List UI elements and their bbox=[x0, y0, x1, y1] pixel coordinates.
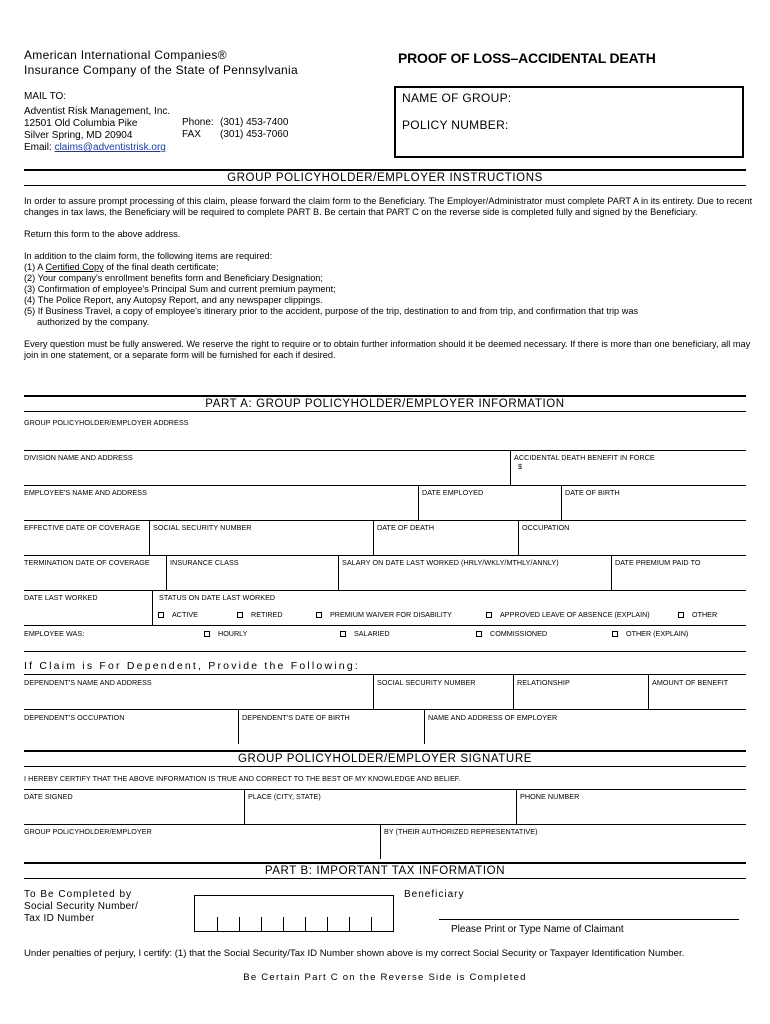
insurance-class-field[interactable]: INSURANCE CLASS bbox=[170, 558, 239, 567]
perjury-statement: Under penalties of perjury, I certify: (1) that the Social Security/Tax ID Number shown above is my correct Social Security or Taxpayer Identification Number. bbox=[24, 948, 685, 959]
instructions-heading: GROUP POLICYHOLDER/EMPLOYER INSTRUCTIONS bbox=[24, 169, 746, 186]
amount-of-benefit-field[interactable]: AMOUNT OF BENEFIT bbox=[652, 678, 729, 687]
certify-text: I HEREBY CERTIFY THAT THE ABOVE INFORMATION IS TRUE AND CORRECT TO THE BEST OF MY KNOWLEDGE AND BELIEF. bbox=[24, 774, 461, 783]
item-3: (3) Confirmation of employee's Principal Sum and current premium payment; bbox=[24, 284, 336, 294]
fax-label: FAX bbox=[182, 129, 201, 140]
effective-date-field[interactable]: EFFECTIVE DATE OF COVERAGE bbox=[24, 523, 141, 532]
date-last-worked-field[interactable]: DATE LAST WORKED bbox=[24, 593, 98, 602]
fax-number: (301) 453-7060 bbox=[220, 129, 289, 140]
company-info bbox=[24, 48, 298, 78]
item-5a: (5) If Business Travel, a copy of employee's itinerary prior to the accident, purpose of the trip, destination to and from trip, and confirmation that trip was bbox=[24, 306, 639, 316]
email-line bbox=[24, 142, 170, 154]
form-title: PROOF OF LOSS–ACCIDENTAL DEATH bbox=[398, 50, 656, 66]
status-premium-waiver-checkbox[interactable]: PREMIUM WAIVER FOR DISABILITY bbox=[316, 610, 452, 619]
item-1: (1) A Certified Copy of the final death certificate; bbox=[24, 262, 219, 272]
instructions-text bbox=[24, 196, 754, 361]
email-label: Email: bbox=[24, 142, 55, 153]
mail-to-block bbox=[24, 91, 170, 154]
policy-number-label: POLICY NUMBER: bbox=[402, 118, 509, 132]
print-name-label: Please Print or Type Name of Claimant bbox=[451, 924, 624, 935]
email-link[interactable]: claims@adventistrisk.org bbox=[54, 142, 166, 153]
part-a-heading: PART A: GROUP POLICYHOLDER/EMPLOYER INFORMATION bbox=[24, 395, 746, 412]
company-name: American International Companies® bbox=[24, 48, 227, 62]
group-policy-box[interactable] bbox=[394, 86, 744, 158]
to-be-completed-by: To Be Completed by bbox=[24, 889, 133, 900]
mail-to-name: Adventist Risk Management, Inc. bbox=[24, 106, 171, 117]
mail-to-city: Silver Spring, MD 20904 bbox=[24, 130, 133, 141]
dependent-name-field[interactable]: DEPENDENT'S NAME AND ADDRESS bbox=[24, 678, 152, 687]
ssn-field[interactable]: SOCIAL SECURITY NUMBER bbox=[153, 523, 252, 532]
instructions-p2: Return this form to the above address. bbox=[24, 229, 181, 239]
certified-copy-text: Certified Copy bbox=[45, 262, 104, 272]
termination-date-field[interactable]: TERMINATION DATE OF COVERAGE bbox=[24, 558, 150, 567]
item-5b: authorized by the company. bbox=[37, 317, 150, 327]
division-field[interactable]: DIVISION NAME AND ADDRESS bbox=[24, 453, 133, 462]
tax-id-number-label: Tax ID Number bbox=[24, 913, 95, 924]
to-be-completed-block bbox=[24, 889, 138, 925]
status-label: STATUS ON DATE LAST WORKED bbox=[159, 593, 276, 602]
beneficiary-label: Beneficiary bbox=[404, 889, 465, 900]
part-b-heading: PART B: IMPORTANT TAX INFORMATION bbox=[24, 862, 746, 879]
salary-field[interactable]: SALARY ON DATE LAST WORKED (HRLY/WKLY/MTHLY/ANNLY) bbox=[342, 558, 559, 567]
employee-name-field[interactable]: EMPLOYEE'S NAME AND ADDRESS bbox=[24, 488, 147, 497]
dependent-dob-field[interactable]: DEPENDENT'S DATE OF BIRTH bbox=[242, 713, 350, 722]
salaried-checkbox[interactable]: SALARIED bbox=[340, 629, 390, 638]
company-subtitle: Insurance Company of the State of Pennsylvania bbox=[24, 63, 298, 77]
status-retired-checkbox[interactable]: RETIRED bbox=[237, 610, 283, 619]
occupation-field[interactable]: OCCUPATION bbox=[522, 523, 570, 532]
status-leave-checkbox[interactable]: APPROVED LEAVE OF ABSENCE (EXPLAIN) bbox=[486, 610, 650, 619]
dependent-employer-field[interactable]: NAME AND ADDRESS OF EMPLOYER bbox=[428, 713, 558, 722]
signature-heading: GROUP POLICYHOLDER/EMPLOYER SIGNATURE bbox=[24, 750, 746, 767]
instructions-p3: In addition to the claim form, the following items are required: bbox=[24, 251, 273, 261]
date-signed-field[interactable]: DATE SIGNED bbox=[24, 792, 73, 801]
phone-block bbox=[182, 117, 288, 141]
date-of-birth-field[interactable]: DATE OF BIRTH bbox=[565, 488, 620, 497]
group-policyholder-field[interactable]: GROUP POLICYHOLDER/EMPLOYER bbox=[24, 827, 152, 836]
claimant-name-line[interactable] bbox=[439, 919, 739, 920]
dependent-occupation-field[interactable]: DEPENDENT'S OCCUPATION bbox=[24, 713, 125, 722]
phone-label: Phone: bbox=[182, 117, 214, 128]
authorized-rep-field[interactable]: BY (THEIR AUTHORIZED REPRESENTATIVE) bbox=[384, 827, 538, 836]
place-field[interactable]: PLACE (CITY, STATE) bbox=[248, 792, 321, 801]
benefit-in-force-field[interactable]: ACCIDENTAL DEATH BENEFIT IN FORCE bbox=[514, 453, 655, 462]
mail-to-street: 12501 Old Columbia Pike bbox=[24, 118, 138, 129]
instructions-p1: In order to assure prompt processing of this claim, please forward the claim form to the Beneficiary. The Employer/Administrator must complete PART A in its entirety. Due to recent changes in tax laws, the Beneficiary will be required to complete PART B. Be certain that PART C on the reverse side is completed fully and signed by the Beneficiary. bbox=[24, 196, 753, 217]
dependent-ssn-field[interactable]: SOCIAL SECURITY NUMBER bbox=[377, 678, 476, 687]
item-4: (4) The Police Report, any Autopsy Report, and any newspaper clippings. bbox=[24, 295, 323, 305]
group-address-field[interactable]: GROUP POLICYHOLDER/EMPLOYER ADDRESS bbox=[24, 418, 189, 427]
date-of-death-field[interactable]: DATE OF DEATH bbox=[377, 523, 435, 532]
name-of-group-label: NAME OF GROUP: bbox=[402, 91, 512, 105]
instructions-p4: Every question must be fully answered. We reserve the right to require or to obtain further information should it be deemed necessary. If there is more than one beneficiary, all may join in one statement, or a separate form will be furnished for each if desired. bbox=[24, 339, 751, 360]
mail-to-label: MAIL TO: bbox=[24, 91, 67, 102]
ssn-tax-id-label: Social Security Number/ bbox=[24, 901, 139, 912]
hourly-checkbox[interactable]: HOURLY bbox=[204, 629, 247, 638]
premium-paid-field[interactable]: DATE PREMIUM PAID TO bbox=[615, 558, 701, 567]
status-other-checkbox[interactable]: OTHER bbox=[678, 610, 717, 619]
employee-was-label: EMPLOYEE WAS: bbox=[24, 629, 85, 638]
phone-number: (301) 453-7400 bbox=[220, 117, 289, 128]
relationship-field[interactable]: RELATIONSHIP bbox=[517, 678, 570, 687]
other-explain-checkbox[interactable]: OTHER (EXPLAIN) bbox=[612, 629, 688, 638]
reverse-side-note: Be Certain Part C on the Reverse Side is Completed bbox=[243, 972, 527, 983]
ssn-entry-box[interactable] bbox=[194, 895, 394, 932]
commissioned-checkbox[interactable]: COMMISSIONED bbox=[476, 629, 547, 638]
status-active-checkbox[interactable]: ACTIVE bbox=[158, 610, 198, 619]
date-employed-field[interactable]: DATE EMPLOYED bbox=[422, 488, 484, 497]
dependent-heading: If Claim is For Dependent, Provide the Following: bbox=[24, 660, 360, 672]
item-2: (2) Your company's enrollment benefits form and Beneficiary Designation; bbox=[24, 273, 323, 283]
signature-phone-field[interactable]: PHONE NUMBER bbox=[520, 792, 580, 801]
dollar-sign: $ bbox=[518, 462, 523, 471]
